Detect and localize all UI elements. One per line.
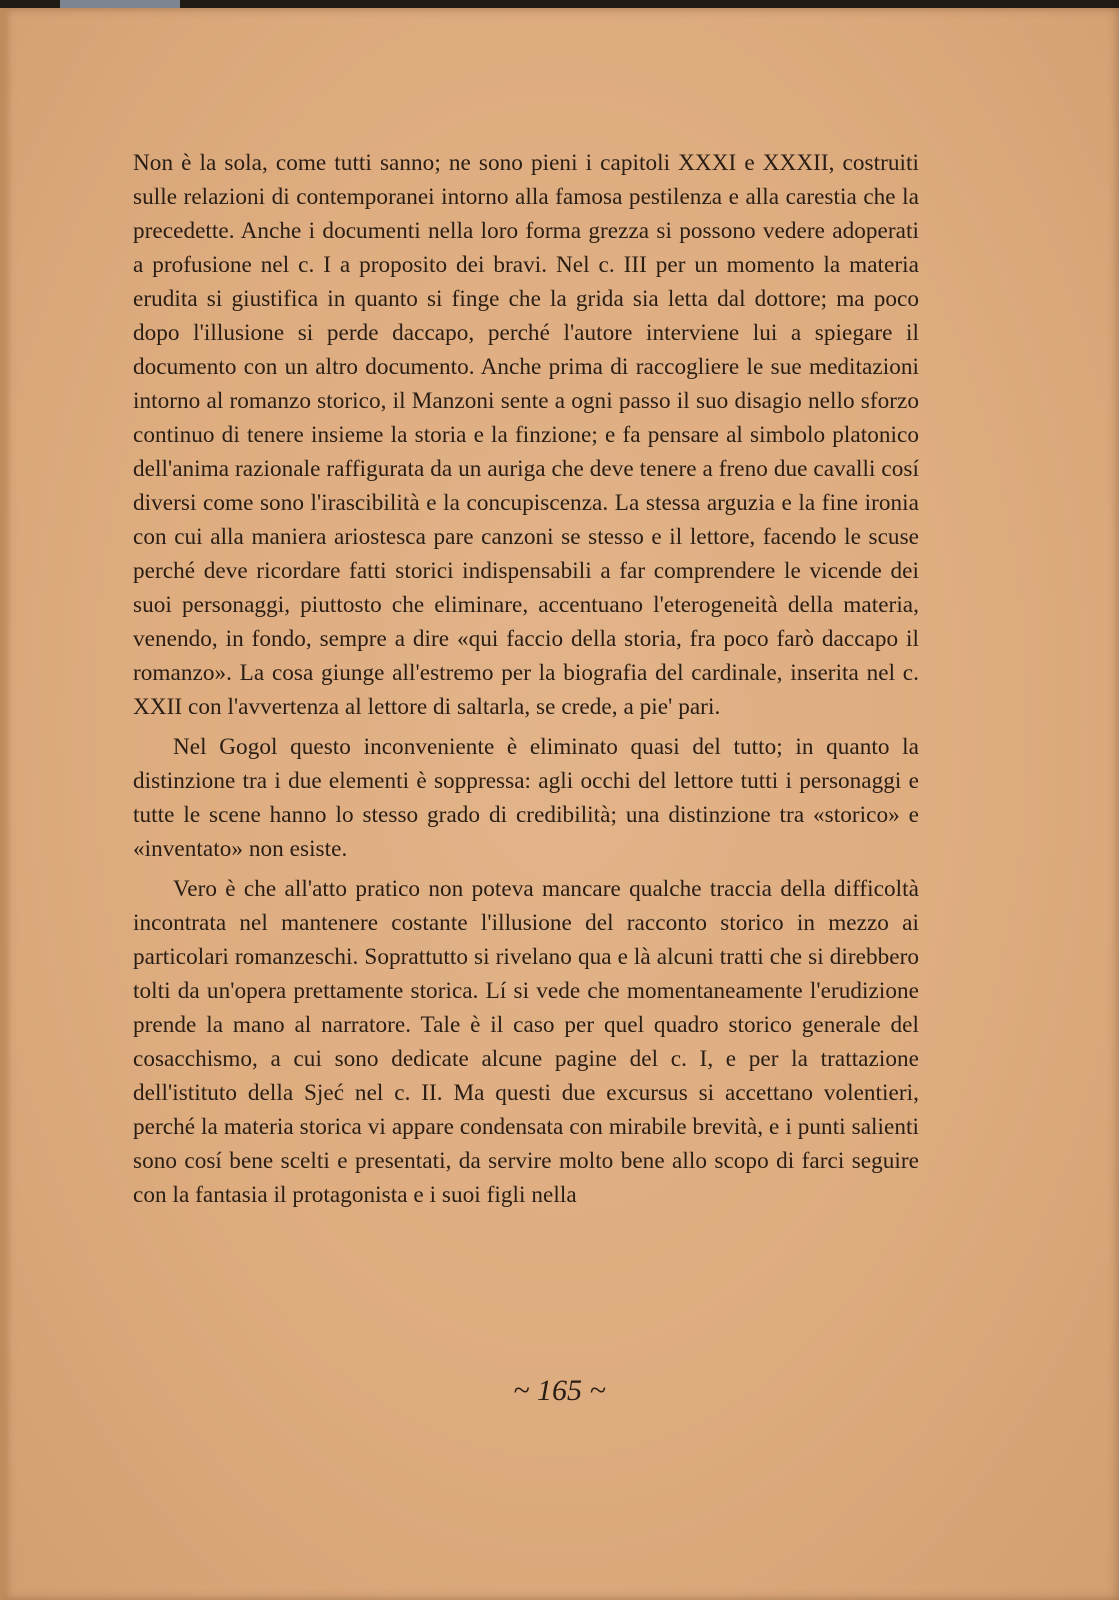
paragraph-3: Vero è che all'atto pratico non poteva mancare qualche traccia della difficoltà incontrata nel mantenere costante l'illusione del racconto storico in mezzo ai particolari romanzeschi. Soprattutto si rivelano qua e là alcuni tratti che si direbbero tolti da un'opera prettamente storica. Lí si vede che momentaneamente l'erudizione prende la mano al narratore. Tale è il caso per quel quadro storico generale del cosacchismo, a cui sono dedicate alcune pagine del c. I, e per la trattazione dell'istituto della Sjeć nel c. II. Ma questi due excursus si accettano volentieri, perché la materia storica vi appare condensata con mirabile brevità, e i punti salienti sono cosí bene scelti e presentati, da servire molto bene allo scopo di farci seguire con la fantasia il protagonista e i suoi figli nella (133, 876, 919, 1208)
scan-top-strip (60, 0, 180, 8)
body-text (133, 146, 919, 1218)
paragraph-1: Non è la sola, come tutti sanno; ne sono pieni i capitoli XXXI e XXXII, costruiti sulle relazioni di contemporanei intorno alla famosa pestilenza e alla carestia che la precedette. Anche i documenti nella loro forma grezza si possono vedere adoperati a profusione nel c. I a proposito dei bravi. Nel c. III per un momento la materia erudita si giustifica in quanto si finge che la grida sia letta dal dottore; ma poco dopo l'illusione si perde daccapo, perché l'autore interviene lui a spiegare il documento con un altro documento. Anche prima di raccogliere le sue meditazioni intorno al romanzo storico, il Manzoni sente a ogni passo il suo disagio nello sforzo continuo di tenere insieme la storia e la finzione; e fa pensare al simbolo platonico dell'anima razionale raffigurata da un auriga che deve tenere a freno due cavalli cosí diversi come sono l'irascibilità e la concupiscenza. La stessa arguzia e la fine ironia con cui alla maniera ariostesca pare canzoni se stesso e il lettore, facendo le scuse perché deve ricordare fatti storici indispensabili a far comprendere le vicende dei suoi personaggi, piuttosto che eliminare, accentuano l'eterogeneità della materia, venendo, in fondo, sempre a dire «qui faccio della storia, fra poco farò daccapo il romanzo». La cosa giunge all'estremo per la biografia del cardinale, inserita nel c. XXII con l'avvertenza al lettore di saltarla, se crede, a pie' pari. (133, 150, 919, 720)
paragraph-2: Nel Gogol questo inconveniente è eliminato quasi del tutto; in quanto la distinzione tra i due elementi è soppressa: agli occhi del lettore tutti i personaggi e tutte le scene hanno lo stesso grado di credibilità; una distinzione tra «storico» e «inventato» non esiste. (133, 734, 919, 862)
page-number: ~ 165 ~ (513, 1374, 606, 1407)
page-binding-edge (0, 8, 12, 1600)
